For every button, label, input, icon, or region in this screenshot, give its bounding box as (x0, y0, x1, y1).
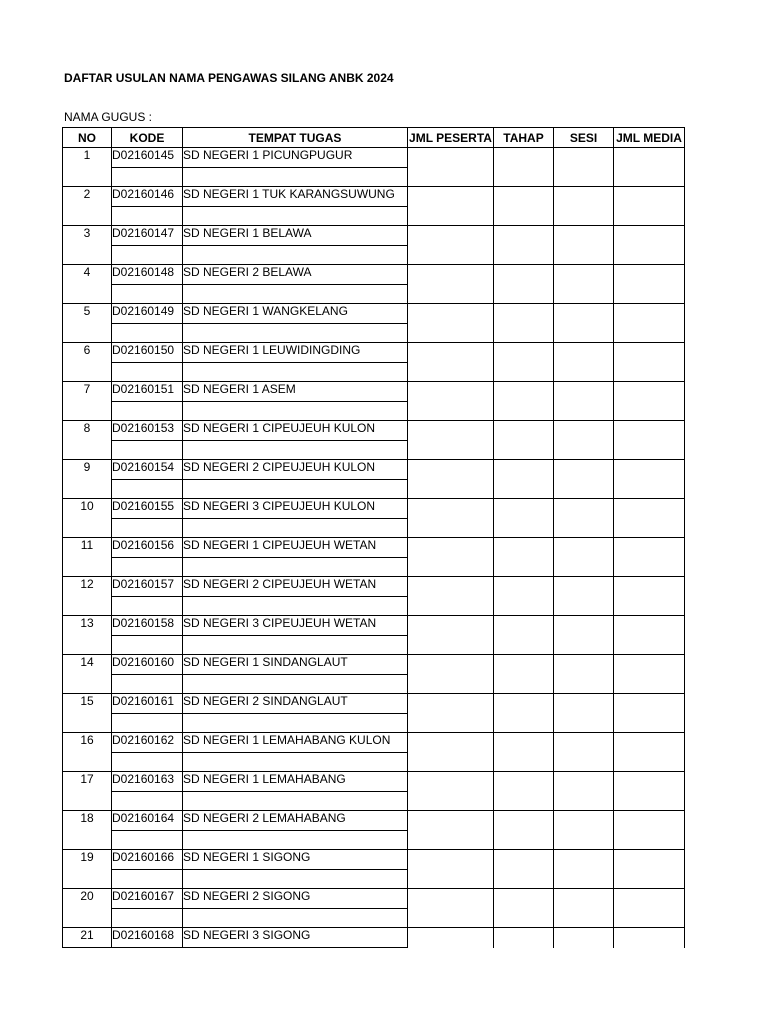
header-kode: KODE (112, 128, 183, 148)
cell-sesi (554, 889, 614, 928)
cell-tahap (494, 889, 554, 928)
cell-tahap (494, 499, 554, 538)
cell-jml-peserta (408, 499, 494, 538)
cell-tahap (494, 772, 554, 811)
cell-tempat-blank (183, 246, 408, 265)
cell-tempat-tugas: SD NEGERI 1 LEUWIDINGDING (183, 343, 408, 363)
cell-sesi (554, 538, 614, 577)
cell-kode: D02160149 (112, 304, 183, 324)
cell-jml-media (614, 187, 685, 226)
cell-jml-peserta (408, 226, 494, 265)
cell-no: 15 (63, 694, 112, 733)
cell-kode: D02160156 (112, 538, 183, 558)
cell-jml-peserta (408, 733, 494, 772)
cell-sesi (554, 694, 614, 733)
cell-jml-peserta (408, 889, 494, 928)
table-row (63, 655, 685, 675)
cell-kode: D02160145 (112, 148, 183, 168)
cell-sesi (554, 148, 614, 187)
document-title: DAFTAR USULAN NAMA PENGAWAS SILANG ANBK 2024 (64, 71, 394, 85)
cell-tahap (494, 655, 554, 694)
cell-kode-blank (112, 558, 183, 577)
cell-kode: D02160160 (112, 655, 183, 675)
cell-tempat-tugas: SD NEGERI 2 CIPEUJEUH WETAN (183, 577, 408, 597)
cell-tempat-blank (183, 402, 408, 421)
cell-kode: D02160164 (112, 811, 183, 831)
cell-tahap (494, 421, 554, 460)
table-row (63, 928, 685, 948)
cell-tempat-blank (183, 324, 408, 343)
cell-sesi (554, 499, 614, 538)
cell-tempat-tugas: SD NEGERI 1 BELAWA (183, 226, 408, 246)
cell-tempat-blank (183, 909, 408, 928)
cell-kode: D02160155 (112, 499, 183, 519)
cell-kode-blank (112, 168, 183, 187)
cell-no: 17 (63, 772, 112, 811)
cell-kode: D02160167 (112, 889, 183, 909)
cell-jml-peserta (408, 421, 494, 460)
cell-jml-peserta (408, 694, 494, 733)
table-row (63, 694, 685, 714)
cell-tempat-blank (183, 558, 408, 577)
cell-jml-peserta (408, 772, 494, 811)
cell-kode-blank (112, 831, 183, 850)
cell-sesi (554, 187, 614, 226)
cell-tempat-blank (183, 480, 408, 499)
cell-jml-media (614, 616, 685, 655)
cell-tempat-tugas: SD NEGERI 1 TUK KARANGSUWUNG (183, 187, 408, 207)
cell-kode: D02160161 (112, 694, 183, 714)
cell-no: 13 (63, 616, 112, 655)
cell-tahap (494, 187, 554, 226)
cell-tempat-blank (183, 519, 408, 538)
cell-no: 19 (63, 850, 112, 889)
cell-kode-blank (112, 675, 183, 694)
cell-jml-peserta (408, 538, 494, 577)
cell-tempat-blank (183, 675, 408, 694)
cell-kode: D02160153 (112, 421, 183, 441)
cell-jml-media (614, 889, 685, 928)
cell-tahap (494, 226, 554, 265)
cell-no: 18 (63, 811, 112, 850)
cell-tempat-blank (183, 714, 408, 733)
cell-tempat-blank (183, 753, 408, 772)
gugus-label: NAMA GUGUS : (64, 110, 153, 124)
cell-jml-media (614, 928, 685, 948)
cell-jml-peserta (408, 343, 494, 382)
cell-sesi (554, 733, 614, 772)
header-tahap: TAHAP (494, 128, 554, 148)
cell-kode: D02160151 (112, 382, 183, 402)
cell-tahap (494, 304, 554, 343)
cell-tempat-tugas: SD NEGERI 1 LEMAHABANG (183, 772, 408, 792)
pengawas-table (62, 127, 685, 948)
cell-tempat-tugas: SD NEGERI 2 CIPEUJEUH KULON (183, 460, 408, 480)
table-row (63, 850, 685, 870)
cell-tempat-blank (183, 168, 408, 187)
cell-jml-peserta (408, 187, 494, 226)
cell-tempat-tugas: SD NEGERI 1 SIGONG (183, 850, 408, 870)
cell-kode-blank (112, 714, 183, 733)
cell-sesi (554, 655, 614, 694)
cell-tempat-tugas: SD NEGERI 3 SIGONG (183, 928, 408, 948)
cell-tempat-tugas: SD NEGERI 1 WANGKELANG (183, 304, 408, 324)
table-row (63, 187, 685, 207)
cell-no: 14 (63, 655, 112, 694)
cell-sesi (554, 343, 614, 382)
cell-jml-media (614, 538, 685, 577)
cell-tempat-blank (183, 870, 408, 889)
cell-tempat-tugas: SD NEGERI 1 LEMAHABANG KULON (183, 733, 408, 753)
cell-sesi (554, 265, 614, 304)
table-row (63, 616, 685, 636)
cell-no: 7 (63, 382, 112, 421)
cell-no: 16 (63, 733, 112, 772)
cell-tahap (494, 382, 554, 421)
cell-jml-peserta (408, 304, 494, 343)
cell-tempat-tugas: SD NEGERI 1 ASEM (183, 382, 408, 402)
cell-tempat-tugas: SD NEGERI 2 LEMAHABANG (183, 811, 408, 831)
cell-kode: D02160163 (112, 772, 183, 792)
cell-jml-peserta (408, 382, 494, 421)
cell-kode-blank (112, 753, 183, 772)
cell-tahap (494, 928, 554, 948)
cell-kode: D02160162 (112, 733, 183, 753)
cell-no: 1 (63, 148, 112, 187)
cell-tempat-blank (183, 831, 408, 850)
cell-jml-peserta (408, 460, 494, 499)
table-row (63, 304, 685, 324)
cell-kode-blank (112, 363, 183, 382)
cell-jml-media (614, 499, 685, 538)
cell-tempat-tugas: SD NEGERI 2 SINDANGLAUT (183, 694, 408, 714)
table-row (63, 226, 685, 246)
cell-no: 20 (63, 889, 112, 928)
cell-kode-blank (112, 909, 183, 928)
cell-no: 2 (63, 187, 112, 226)
table-row (63, 772, 685, 792)
table-row (63, 577, 685, 597)
table-body (63, 148, 685, 948)
cell-tempat-blank (183, 285, 408, 304)
cell-jml-media (614, 733, 685, 772)
cell-jml-peserta (408, 811, 494, 850)
cell-jml-media (614, 811, 685, 850)
cell-tahap (494, 538, 554, 577)
cell-tahap (494, 460, 554, 499)
cell-kode-blank (112, 480, 183, 499)
cell-sesi (554, 811, 614, 850)
cell-tahap (494, 616, 554, 655)
cell-kode-blank (112, 324, 183, 343)
cell-kode: D02160147 (112, 226, 183, 246)
cell-sesi (554, 616, 614, 655)
cell-jml-peserta (408, 148, 494, 187)
cell-kode-blank (112, 636, 183, 655)
cell-jml-media (614, 694, 685, 733)
cell-tempat-blank (183, 636, 408, 655)
cell-jml-media (614, 226, 685, 265)
cell-kode: D02160168 (112, 928, 183, 948)
cell-kode: D02160157 (112, 577, 183, 597)
cell-no: 21 (63, 928, 112, 948)
cell-jml-media (614, 655, 685, 694)
cell-jml-peserta (408, 265, 494, 304)
table-row (63, 421, 685, 441)
cell-kode: D02160146 (112, 187, 183, 207)
cell-no: 4 (63, 265, 112, 304)
cell-tempat-blank (183, 441, 408, 460)
cell-tempat-tugas: SD NEGERI 3 CIPEUJEUH WETAN (183, 616, 408, 636)
table-row (63, 265, 685, 285)
cell-tahap (494, 811, 554, 850)
cell-jml-media (614, 772, 685, 811)
table-header-row (63, 128, 685, 148)
cell-sesi (554, 421, 614, 460)
cell-no: 3 (63, 226, 112, 265)
cell-jml-peserta (408, 850, 494, 889)
cell-jml-media (614, 382, 685, 421)
cell-tahap (494, 343, 554, 382)
cell-kode-blank (112, 597, 183, 616)
table-row (63, 889, 685, 909)
header-no: NO (63, 128, 112, 148)
cell-tempat-blank (183, 207, 408, 226)
cell-kode-blank (112, 207, 183, 226)
cell-jml-peserta (408, 928, 494, 948)
cell-kode: D02160166 (112, 850, 183, 870)
cell-tempat-tugas: SD NEGERI 2 SIGONG (183, 889, 408, 909)
cell-kode-blank (112, 285, 183, 304)
cell-sesi (554, 460, 614, 499)
cell-kode-blank (112, 870, 183, 889)
cell-sesi (554, 850, 614, 889)
cell-tempat-blank (183, 792, 408, 811)
cell-no: 9 (63, 460, 112, 499)
cell-jml-peserta (408, 616, 494, 655)
table-row (63, 538, 685, 558)
cell-tempat-tugas: SD NEGERI 1 CIPEUJEUH WETAN (183, 538, 408, 558)
header-tempat-tugas: TEMPAT TUGAS (183, 128, 408, 148)
cell-tempat-tugas: SD NEGERI 3 CIPEUJEUH KULON (183, 499, 408, 519)
cell-kode-blank (112, 441, 183, 460)
cell-no: 10 (63, 499, 112, 538)
cell-kode-blank (112, 402, 183, 421)
cell-no: 6 (63, 343, 112, 382)
cell-jml-media (614, 850, 685, 889)
cell-sesi (554, 577, 614, 616)
table-row (63, 499, 685, 519)
cell-jml-media (614, 148, 685, 187)
cell-tempat-blank (183, 597, 408, 616)
cell-tempat-tugas: SD NEGERI 1 PICUNGPUGUR (183, 148, 408, 168)
cell-kode-blank (112, 246, 183, 265)
cell-kode-blank (112, 519, 183, 538)
cell-sesi (554, 382, 614, 421)
cell-kode: D02160150 (112, 343, 183, 363)
header-jml-peserta: JML PESERTA (408, 128, 494, 148)
cell-tahap (494, 733, 554, 772)
cell-no: 8 (63, 421, 112, 460)
table-row (63, 733, 685, 753)
table-row (63, 811, 685, 831)
cell-sesi (554, 304, 614, 343)
cell-no: 5 (63, 304, 112, 343)
header-sesi: SESI (554, 128, 614, 148)
cell-kode: D02160154 (112, 460, 183, 480)
cell-jml-media (614, 421, 685, 460)
table-row (63, 382, 685, 402)
cell-tahap (494, 148, 554, 187)
cell-no: 11 (63, 538, 112, 577)
cell-jml-media (614, 343, 685, 382)
cell-jml-media (614, 577, 685, 616)
cell-tempat-blank (183, 363, 408, 382)
cell-tempat-tugas: SD NEGERI 1 CIPEUJEUH KULON (183, 421, 408, 441)
table-row (63, 460, 685, 480)
table-row (63, 343, 685, 363)
cell-tempat-tugas: SD NEGERI 1 SINDANGLAUT (183, 655, 408, 675)
cell-tahap (494, 577, 554, 616)
cell-jml-peserta (408, 577, 494, 616)
cell-sesi (554, 928, 614, 948)
cell-kode: D02160148 (112, 265, 183, 285)
cell-tempat-tugas: SD NEGERI 2 BELAWA (183, 265, 408, 285)
cell-jml-peserta (408, 655, 494, 694)
table-row (63, 148, 685, 168)
cell-sesi (554, 226, 614, 265)
cell-kode-blank (112, 792, 183, 811)
cell-tahap (494, 850, 554, 889)
cell-jml-media (614, 460, 685, 499)
header-jml-media: JML MEDIA (614, 128, 685, 148)
cell-kode: D02160158 (112, 616, 183, 636)
cell-tahap (494, 265, 554, 304)
cell-sesi (554, 772, 614, 811)
cell-no: 12 (63, 577, 112, 616)
cell-jml-media (614, 304, 685, 343)
cell-jml-media (614, 265, 685, 304)
cell-tahap (494, 694, 554, 733)
